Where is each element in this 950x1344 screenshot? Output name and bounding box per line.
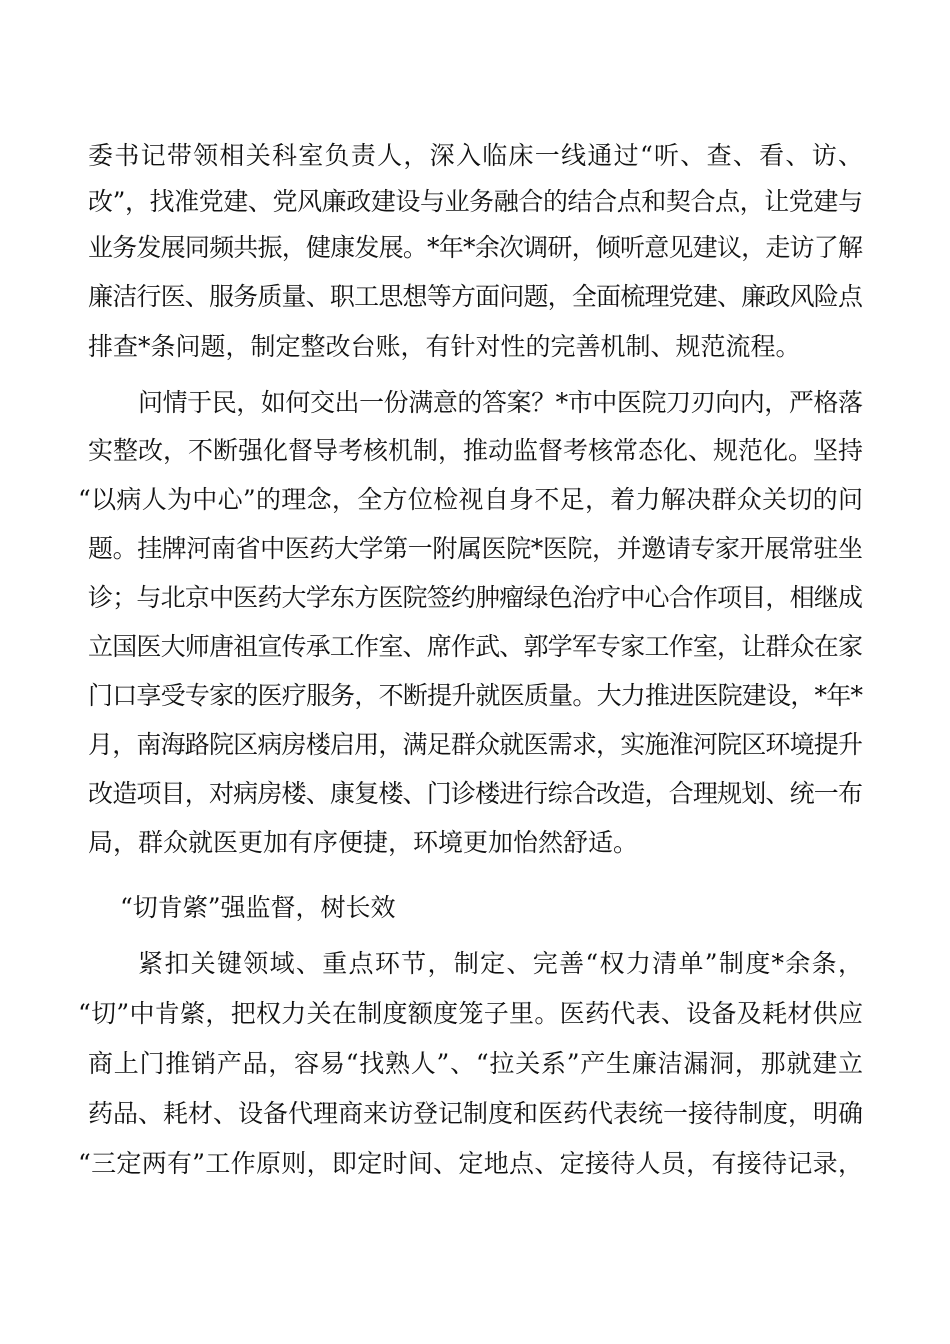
text-line: 诊；与北京中医药大学东方医院签约肿瘤绿色治疗中心合作项目，相继成 xyxy=(88,583,863,612)
text-line: 改造项目，对病房楼、康复楼、门诊楼进行综合改造，合理规划、统一布 xyxy=(88,779,863,808)
text-line: “以病人为中心”的理念，全方位检视自身不足，着力解决群众关切的问 xyxy=(78,485,864,514)
paragraph-first-line: 问情于民，如何交出一份满意的答案？*市中医院刀刃向内，严格落 xyxy=(138,388,863,417)
text-line: 委书记带领相关科室负责人，深入临床一线通过“听、查、看、访、 xyxy=(88,141,865,170)
text-line: 廉洁行医、服务质量、职工思想等方面问题，全面梳理党建、廉政风险点 xyxy=(88,282,863,311)
text-line: 实整改，不断强化督导考核机制，推动监督考核常态化、规范化。坚持 xyxy=(88,436,863,465)
text-line: 改”，找准党建、党风廉政建设与业务融合的结合点和契合点，让党建与 xyxy=(88,187,863,216)
section-heading: “切肯綮”强监督，树长效 xyxy=(120,893,396,922)
text-line: 门口享受专家的医疗服务，不断提升就医质量。大力推进医院建设，*年* xyxy=(88,681,863,710)
text-line: 题。挂牌河南省中医药大学第一附属医院*医院，并邀请专家开展常驻坐 xyxy=(88,534,863,563)
text-line: 排查*条问题，制定整改台账，有针对性的完善机制、规范流程。 xyxy=(88,332,801,361)
text-line: 立国医大师唐祖宣传承工作室、席作武、郭学军专家工作室，让群众在家 xyxy=(88,632,863,661)
text-line: 局，群众就医更加有序便捷，环境更加怡然舒适。 xyxy=(88,828,639,857)
text-line: “三定两有”工作原则，即定时间、定地点、定接待人员，有接待记录， xyxy=(78,1149,864,1178)
paragraph-first-line: 紧扣关键领域、重点环节，制定、完善“权力清单”制度*余条， xyxy=(138,949,865,978)
text-line: “切”中肯綮，把权力关在制度额度笼子里。医药代表、设备及耗材供应 xyxy=(78,999,864,1028)
text-line: 月，南海路院区病房楼启用，满足群众就医需求，实施淮河院区环境提升 xyxy=(88,730,863,759)
text-line: 商上门推销产品，容易“找熟人”、“拉关系”产生廉洁漏洞，那就建立 xyxy=(88,1049,864,1078)
text-line: 业务发展同频共振，健康发展。*年*余次调研，倾听意见建议，走访了解 xyxy=(88,233,863,262)
text-line: 药品、耗材、设备代理商来访登记制度和医药代表统一接待制度，明确 xyxy=(88,1099,863,1128)
